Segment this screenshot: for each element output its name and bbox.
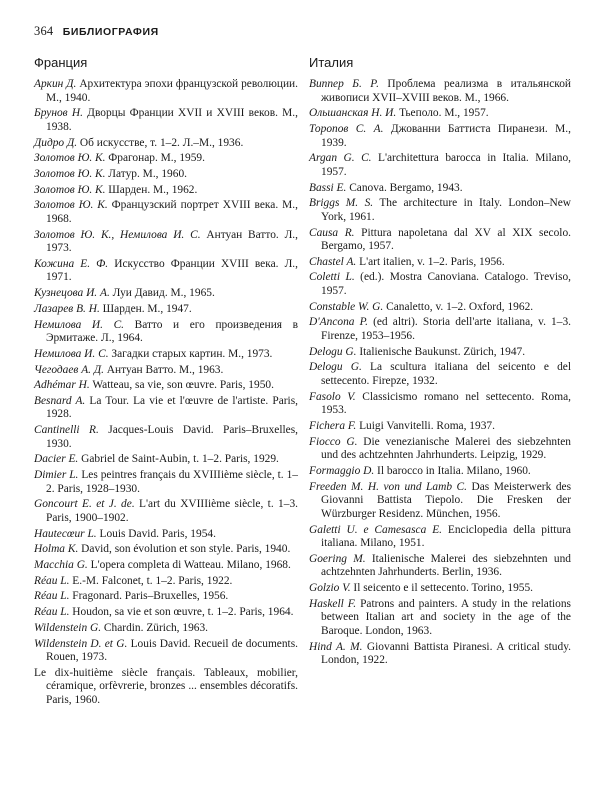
entry-text: (ed altri). Storia dell'arte italiana, v. 1–3. Firenze, 1953–1956.	[321, 316, 571, 343]
bibliography-entry	[309, 465, 571, 479]
entry-author: Ольшанская Н. И.	[309, 107, 397, 120]
entry-text: Fragonard. Paris–Bruxelles, 1956.	[69, 590, 229, 603]
column-france	[34, 54, 298, 710]
bibliography-entry	[309, 420, 571, 434]
bibliography-entry	[309, 123, 571, 150]
entry-author: Argan G. C.	[309, 152, 372, 165]
entry-text: Шарден. М., 1947.	[99, 302, 192, 315]
bibliography-entry	[34, 498, 298, 525]
bibliography-entry	[309, 182, 571, 196]
entry-text: Louis David. Recueil de documents. Rouen, 1973.	[46, 637, 298, 664]
bibliography-entry	[34, 287, 298, 301]
entry-author: Dacier E.	[34, 453, 79, 466]
entry-author: Fichera F.	[309, 419, 357, 432]
entry-text: Le dix-huitième siècle français. Tableaux, mobilier, céramique, orfèvrerie, bronzes ... ensembles décoratifs. Paris, 1960.	[34, 666, 298, 706]
bibliography-entry	[34, 137, 298, 151]
entry-text: Антуан Ватто. Л., 1973.	[46, 228, 298, 255]
entry-text: Pittura napoletana dal XV al XIX secolo. Bergamo, 1957.	[321, 226, 571, 253]
bibliography-entry	[309, 391, 571, 418]
entry-text: Luigi Vanvitelli. Roma, 1937.	[356, 419, 495, 432]
entry-text: Giovanni Battista Piranesi. A critical study. London, 1922.	[321, 640, 571, 667]
entry-text: Italienische Baukunst. Zürich, 1947.	[356, 345, 526, 358]
entry-text: Проблема реализма в итальянской живописи XVII–XVIII веков. М., 1966.	[321, 78, 571, 104]
entry-author: Чегодаев А. Д.	[34, 363, 104, 376]
entry-text: David, son évolution et son style. Paris, 1940.	[78, 543, 291, 556]
bibliography-entry	[309, 346, 571, 360]
bibliography-entry	[309, 301, 571, 315]
entry-text: Искусство Франции XVIII века. Л., 1971.	[46, 257, 298, 284]
entry-author: Золотов Ю. К.	[34, 199, 108, 212]
bibliography-entry	[34, 168, 298, 182]
bibliography-entry	[34, 590, 298, 604]
entry-text: Patrons and painters. A study in the relations between Italian art and society in the age of the Baroque. London, 1963.	[321, 597, 571, 637]
entry-author: Causa R.	[309, 226, 355, 239]
entry-text: Das Meisterwerk des Giovanni Battista Tiepolo. Die Fresken der Würzburger Residenz. München, 1956.	[321, 480, 572, 520]
bibliography-entry	[34, 424, 298, 451]
entry-author: Немилова И. С.	[34, 318, 125, 331]
entry-author: Constable W. G.	[309, 300, 384, 313]
bibliography-entry	[34, 622, 298, 636]
bibliography-entry	[34, 348, 298, 362]
bibliography-entry	[34, 559, 298, 573]
bibliography-entry	[309, 78, 571, 105]
entry-text: Архитектура эпохи французской революции. М., 1940.	[46, 78, 298, 104]
bibliography-entry	[309, 152, 571, 179]
entry-text: L'art du XVIIIième siècle, t. 1–3. Paris, 1900–1902.	[46, 498, 298, 524]
entry-author: Cantinelli R.	[34, 424, 99, 437]
column-italy	[309, 54, 571, 670]
entry-author: Holma K.	[34, 543, 79, 556]
entry-author: Fasolo V.	[309, 390, 356, 403]
entry-author: Fiocco G.	[309, 435, 358, 448]
bibliography-entry	[34, 199, 298, 226]
entry-text: Тьеполо. М., 1957.	[396, 107, 489, 120]
bibliography-entry	[309, 197, 571, 224]
entry-text: Загадки старых картин. М., 1973.	[108, 347, 273, 360]
entry-author: Кожина Е. Ф.	[34, 257, 109, 270]
entry-author: Goering M.	[309, 552, 366, 565]
bibliography-entry	[34, 469, 298, 496]
entry-text: Jacques-Louis David. Paris–Bruxelles, 1930.	[46, 424, 299, 450]
entry-text: Ватто и его произведения в Эрмитаже. Л., 1964.	[46, 318, 298, 345]
bibliography-entry	[34, 258, 298, 285]
bibliography-entry	[34, 606, 298, 620]
entry-author: Réau L.	[34, 606, 70, 619]
bibliography-entry	[34, 184, 298, 198]
entry-author: Лазарев В. Н.	[34, 302, 100, 315]
bibliography-entry	[309, 598, 571, 639]
entry-author: Galetti U. e Camesasca E.	[309, 523, 442, 536]
entry-text: Луи Давид. М., 1965.	[109, 287, 215, 300]
entry-author: D'Ancona P.	[309, 316, 368, 329]
bibliography-entry	[34, 453, 298, 467]
entry-author: Briggs M. S.	[309, 197, 374, 210]
bibliography-entry	[34, 528, 298, 542]
bibliography-entry	[34, 638, 298, 665]
entry-author: Bassi E.	[309, 181, 347, 194]
bibliography-entry	[309, 641, 571, 668]
entry-text: Il barocco in Italia. Milano, 1960.	[374, 464, 531, 477]
entry-author: Réau L.	[34, 590, 70, 603]
entry-text: E.-M. Falconet, t. 1–2. Paris, 1922.	[69, 574, 233, 587]
bibliography-entry	[309, 271, 571, 298]
entry-text: L'opera completa di Watteau. Milano, 1968.	[87, 559, 291, 572]
bibliography-entry	[34, 395, 298, 422]
entry-text: L'architettura barocca in Italia. Milano, 1957.	[321, 152, 571, 178]
entry-author: Haskell F.	[309, 597, 357, 610]
entry-text: (ed.). Mostra Canoviana. Catalogo. Treviso, 1957.	[321, 271, 571, 298]
entry-text: Chardin. Zürich, 1963.	[101, 621, 209, 634]
bibliography-entry	[309, 436, 571, 463]
entry-author: Виппер Б. Р.	[309, 78, 379, 90]
entry-author: Золотов Ю. К.	[34, 152, 106, 165]
entry-text: Французский портрет XVIII века. М., 1968.	[46, 199, 298, 225]
entry-text: Шарден. М., 1962.	[105, 183, 198, 196]
bibliography-entry	[309, 582, 571, 596]
entry-author: Торопов С. А.	[309, 122, 384, 135]
bibliography-entry	[34, 575, 298, 589]
entry-text: Die venezianische Malerei des siebzehnten und des achtzehnten Jahrhunderts. Leipzig, 1929.	[321, 435, 571, 462]
entry-author: Немилова И. С.	[34, 347, 109, 360]
section-heading-italy: Италия	[309, 55, 354, 70]
entry-author: Macchia G.	[34, 559, 88, 572]
entry-text: The architecture in Italy. London–New York, 1961.	[321, 197, 571, 223]
bibliography-list-france	[34, 78, 298, 708]
entry-text: Enciclopedia della pittura italiana. Milano, 1951.	[321, 523, 571, 550]
entry-text: Фрагонар. М., 1959.	[105, 152, 205, 165]
entry-text: La scultura italiana del seicento e del settecento. Firepze, 1932.	[321, 361, 571, 387]
entry-author: Réau L.	[34, 574, 70, 587]
entry-text: Антуан Ватто. М., 1963.	[103, 363, 224, 376]
entry-author: Аркин Д.	[34, 78, 77, 90]
entry-author: Золотов Ю. К.	[34, 167, 106, 180]
entry-author: Wildenstein D. et G.	[34, 637, 128, 650]
entry-author: Coletti L.	[309, 271, 355, 284]
bibliography-entry	[34, 107, 298, 134]
bibliography-entry	[309, 361, 571, 388]
section-heading-france: Франция	[34, 55, 88, 70]
entry-author: Золотов Ю. К.	[34, 183, 106, 196]
entry-text: Gabriel de Saint-Aubin, t. 1–2. Paris, 1929.	[78, 453, 279, 466]
running-title: БИБЛИОГРАФИЯ	[62, 26, 159, 38]
page-number: 364	[34, 24, 54, 38]
entry-text: Watteau, sa vie, son œuvre. Paris, 1950.	[89, 379, 274, 392]
bibliography-entry	[34, 152, 298, 166]
entry-author: Дидро Д.	[34, 136, 78, 149]
entry-author: Delogu G.	[309, 345, 357, 358]
bibliography-entry	[309, 316, 571, 343]
bibliography-entry	[309, 481, 571, 522]
entry-text: Houdon, sa vie et son œuvre, t. 1–2. Paris, 1964.	[69, 606, 294, 619]
bibliography-entry	[34, 303, 298, 317]
entry-author: Besnard A.	[34, 394, 86, 407]
bibliography-entry	[34, 667, 298, 708]
entry-text: Canaletto, v. 1–2. Oxford, 1962.	[383, 300, 534, 313]
entry-text: Canova. Bergamo, 1943.	[346, 181, 463, 194]
entry-text: Italienische Malerei des siebzehnten und achtzehnten Jahrhunderts. Berlin, 1936.	[321, 552, 571, 579]
running-head	[34, 24, 159, 39]
bibliography-entry	[309, 107, 571, 121]
bibliography-entry	[34, 543, 298, 557]
bibliography-list-italy	[309, 78, 571, 668]
entry-author: Freeden M. H. von und Lamb C.	[309, 480, 467, 493]
entry-author: Wildenstein G.	[34, 621, 102, 634]
bibliography-entry	[309, 524, 571, 551]
bibliography-entry	[309, 256, 571, 270]
entry-author: Золотов Ю. К., Немилова И. С.	[34, 228, 201, 241]
bibliography-entry	[34, 319, 298, 346]
entry-author: Dimier L.	[34, 469, 79, 482]
entry-author: Goncourt E. et J. de.	[34, 498, 135, 511]
entry-text: Джованни Баттиста Пиранези. М., 1939.	[321, 122, 571, 149]
entry-text: Les peintres français du XVIIIième siècle, t. 1–2. Paris, 1928–1930.	[46, 469, 298, 495]
entry-text: Louis David. Paris, 1954.	[96, 527, 216, 540]
entry-text: Il seicento e il settecento. Torino, 1955.	[350, 582, 534, 595]
entry-author: Hautecœur L.	[34, 527, 97, 540]
bibliography-entry	[309, 553, 571, 580]
bibliography-entry	[34, 364, 298, 378]
entry-author: Кузнецова И. А.	[34, 287, 110, 300]
entry-text: L'art italien, v. 1–2. Paris, 1956.	[356, 255, 505, 268]
entry-author: Golzio V.	[309, 582, 351, 595]
bibliography-entry	[34, 78, 298, 105]
entry-author: Chastel A.	[309, 255, 357, 268]
entry-author: Adhémar H.	[34, 379, 90, 392]
entry-author: Hind A. M.	[309, 640, 363, 653]
entry-text: Classicismo romano nel settecento. Roma, 1953.	[321, 390, 572, 417]
entry-text: La Tour. La vie et l'œuvre de l'artiste. Paris, 1928.	[46, 394, 298, 421]
entry-author: Брунов Н.	[34, 107, 83, 120]
entry-author: Delogu G.	[309, 361, 362, 374]
entry-text: Дворцы Франции XVII и XVIII веков. М., 1938.	[46, 107, 298, 133]
bibliography-entry	[309, 227, 571, 254]
bibliography-entry	[34, 229, 298, 256]
entry-text: Об искусстве, т. 1–2. Л.–М., 1936.	[77, 136, 244, 149]
entry-author: Formaggio D.	[309, 464, 375, 477]
entry-text: Латур. М., 1960.	[105, 167, 187, 180]
bibliography-entry	[34, 379, 298, 393]
